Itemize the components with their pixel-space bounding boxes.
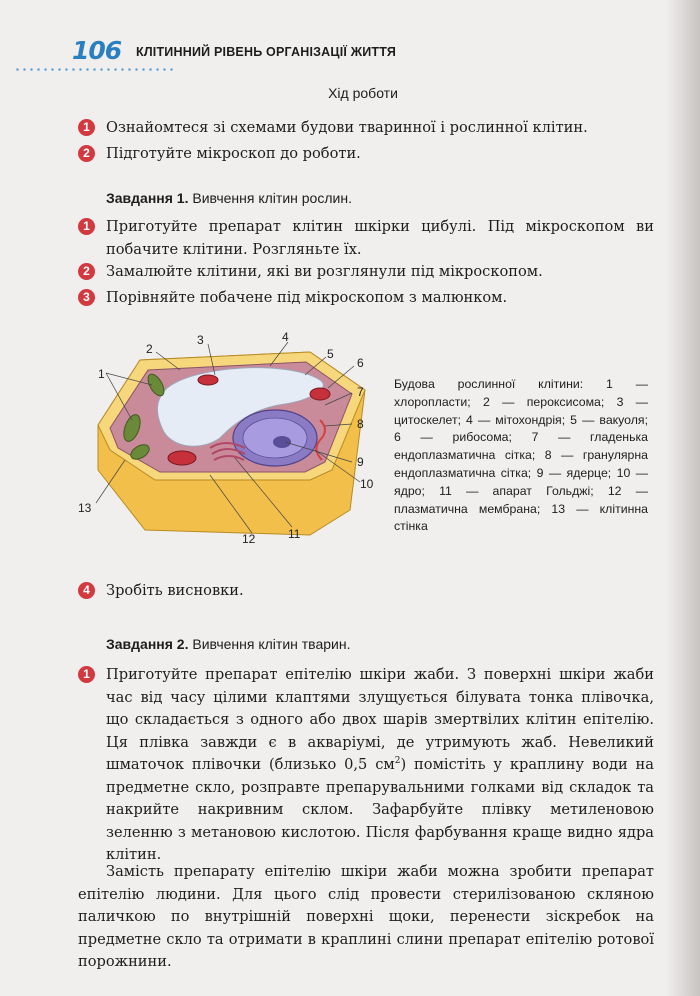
step-badge: 2 xyxy=(78,145,95,162)
task2-heading xyxy=(106,636,350,652)
nucleus-inner xyxy=(243,418,307,458)
step-badge: 4 xyxy=(78,582,95,599)
label-8: 8 xyxy=(357,417,364,431)
procedure-title: Хід роботи xyxy=(328,85,398,101)
step-badge: 2 xyxy=(78,263,95,280)
label-2: 2 xyxy=(146,342,153,356)
task1-step-2 xyxy=(78,261,654,284)
task1-title: Вивчення клітин рослин. xyxy=(192,190,352,206)
mitochondrion xyxy=(310,388,330,400)
step-badge: 1 xyxy=(78,119,95,136)
intro-step-1 xyxy=(78,117,654,140)
label-9: 9 xyxy=(357,455,364,469)
step-text: Приготуйте препарат клітин шкірки цибулі. Під мікроскопом ви побачите клітини. Розгляньте їх. xyxy=(106,218,654,258)
nucleolus xyxy=(273,436,291,448)
task2-title: Вивчення клітин тварин. xyxy=(192,636,351,652)
plant-cell-diagram xyxy=(70,330,380,550)
label-13: 13 xyxy=(78,501,92,515)
step-text: Приготуйте препарат епітелію шкіри жаби. З поверхні шкіри жаби час від часу цілими клаптями злущується білувата тонка плівочка, що складається з одного або двох шарів змертвілих клітин епітелію. Ця плівка завжди є в акваріумі, де утримують жаб. Невеликий шматочок плівочки (близько 0,5 $см^2$) помістіть у краплину води на предметне скло, розправте препарувальними голками від складок та накрийте накривним склом. Зафарбуйте плівку метиленовою зеленню з метановою кислотою. Після фарбування краще видно ядра клітин. xyxy=(106,666,654,863)
figure-caption: Будова рослинної клітини: 1 — хлоропласти; 2 — пероксисома; 3 — цитоскелет; 4 — мітохондрія; 5 — вакуоля; 6 — рибосома; 7 — гладенька ендоплазматична сітка; 8 — гранулярна ендоплазматична сітка; 9 — ядерце; 10 — ядро; 11 — апарат Гольджі; 12 — плазматична мембрана; 13 — клітинна стінка xyxy=(394,377,648,534)
mitochondrion xyxy=(168,451,196,465)
mitochondrion xyxy=(198,375,218,385)
task2-label: Завдання 2. xyxy=(106,636,189,652)
task1-step-4 xyxy=(78,580,654,603)
step-text: Зробіть висновки. xyxy=(106,582,244,599)
page-edge-shadow xyxy=(666,0,700,996)
task1-step-1 xyxy=(78,216,654,261)
label-11: 11 xyxy=(288,527,301,541)
label-4: 4 xyxy=(282,330,289,344)
label-3: 3 xyxy=(197,333,204,347)
label-6: 6 xyxy=(357,356,364,370)
task2-paragraph: Замість препарату епітелію шкіри жаби можна зробити препарат епітелію людини. Для цього слід провести стерилізованою скляною паличкою по внутрішній поверхні щоки, перенести зіскребок на предметне скло та отримати в краплині слини препарат епітелію ротової порожнини. xyxy=(78,863,654,970)
task1-step-3 xyxy=(78,287,654,310)
step-text: Замалюйте клітини, які ви розглянули під мікроскопом. xyxy=(106,263,543,280)
page-number: 106 xyxy=(72,36,122,65)
step-text: Підготуйте мікроскоп до роботи. xyxy=(106,145,361,162)
step-badge: 3 xyxy=(78,289,95,306)
label-1: 1 xyxy=(98,367,105,381)
step-badge: 1 xyxy=(78,666,95,683)
label-12: 12 xyxy=(242,532,256,546)
task2-step-1 xyxy=(78,664,654,867)
plant-cell-figure xyxy=(70,330,380,550)
label-10: 10 xyxy=(360,477,374,491)
header-dotted-rule xyxy=(14,68,176,71)
step-text: Порівняйте побачене під мікроскопом з малюнком. xyxy=(106,289,508,306)
label-7: 7 xyxy=(357,385,364,399)
running-title: КЛІТИННИЙ РІВЕНЬ ОРГАНІЗАЦІЇ ЖИТТЯ xyxy=(136,45,397,59)
task1-label: Завдання 1. xyxy=(106,190,189,206)
label-5: 5 xyxy=(327,347,334,361)
step-text: Ознайомтеся зі схемами будови тваринної і рослинної клітин. xyxy=(106,119,588,136)
intro-step-2 xyxy=(78,143,654,166)
task1-heading xyxy=(106,190,352,206)
step-badge: 1 xyxy=(78,218,95,235)
